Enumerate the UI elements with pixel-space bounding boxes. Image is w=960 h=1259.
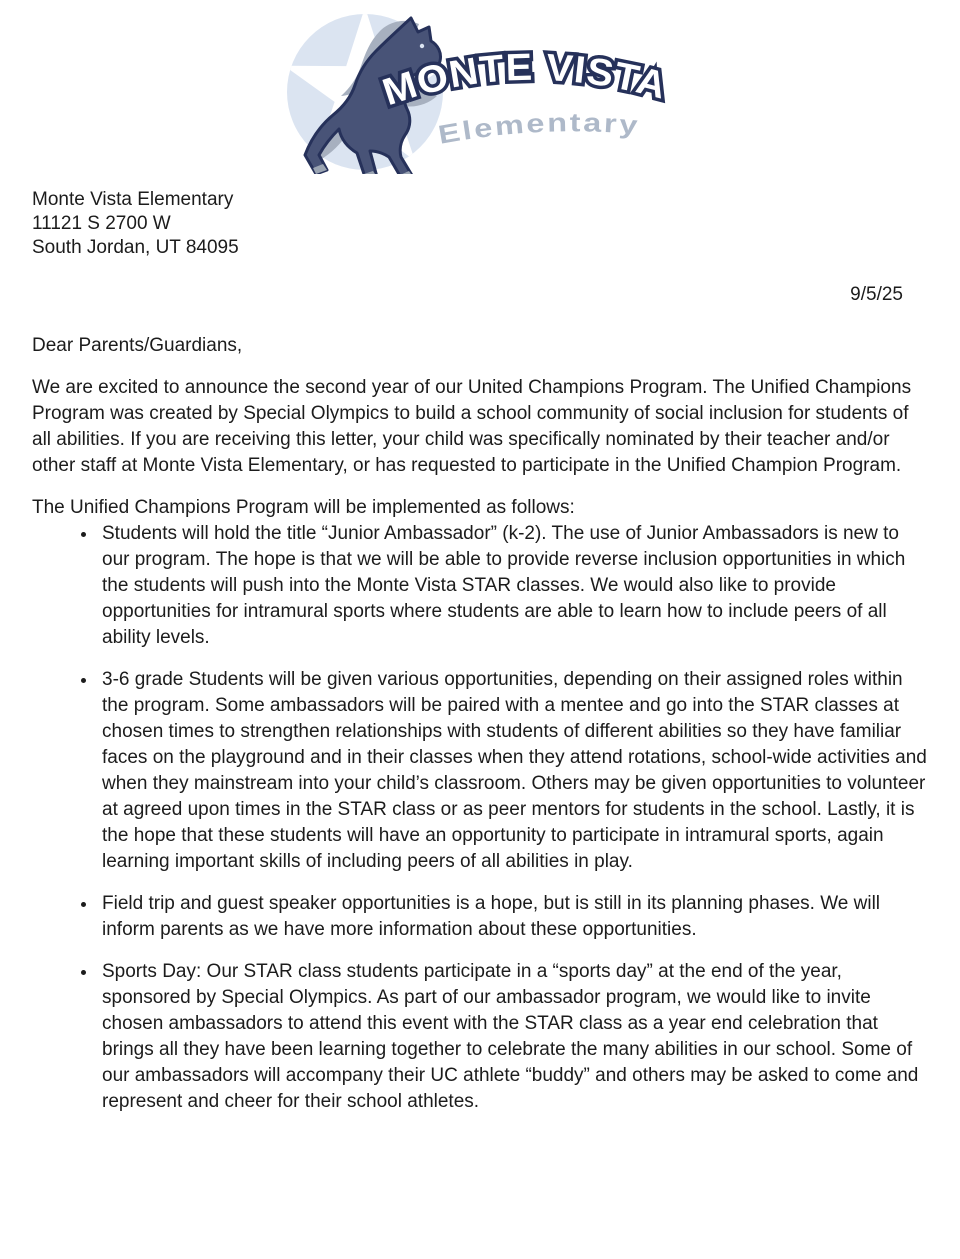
bullet-item: • Field trip and guest speaker opportunities is a hope, but is still in its planning phases. We will inform parents as we have more information about these opportunities.	[98, 891, 930, 943]
letter-body	[32, 333, 930, 1115]
address-line: 11121 S 2700 W	[32, 213, 171, 234]
paragraph-intro: We are excited to announce the second year of our United Champions Program. The Unified Champions Program was created by Special Olympics to build a school community of social inclusion for students of all abilities. If you are receiving this letter, your child was specifically nominated by their teacher and/or other staff at Monte Vista Elementary, or has requested to participate in the Unified Champion Program.	[32, 377, 912, 476]
greeting: Dear Parents/Guardians,	[32, 335, 243, 356]
school-logo-graphic	[270, 8, 690, 174]
school-logo	[0, 0, 960, 170]
address-line: South Jordan, UT 84095	[32, 237, 239, 258]
letter-date: 9/5/25	[850, 284, 903, 305]
logo-title: MONTE VISTA	[377, 46, 671, 115]
bullet-item: • Students will hold the title “Junior Ambassador” (k-2). The use of Junior Ambassadors is new to our program. The hope is that we will be able to provide reverse inclusion opportunities in which the students will push into the Monte Vista STAR classes. We would also like to provide opportunities for intramural sports where students are able to learn how to include peers of all ability levels.	[98, 521, 930, 651]
address-block	[32, 188, 930, 260]
address-line: Monte Vista Elementary	[32, 189, 234, 210]
bullet-item: • Sports Day: Our STAR class students participate in a “sports day” at the end of the year, sponsored by Special Olympics. As part of our ambassador program, we would like to invite chosen ambassadors to attend this event with the STAR class as a year end celebration that brings all they have been learning together to celebrate the many abilities in our school. Some of our ambassadors will accompany their UC athlete “buddy” and others may be asked to come and represent and cheer for their school athletes.	[98, 959, 930, 1115]
logo-subtitle: Elementary	[435, 107, 638, 150]
bullet-item: • 3-6 grade Students will be given various opportunities, depending on their assigned roles within the program. Some ambassadors will be paired with a mentee and go into the STAR classes at chosen times to strengthen relationships with students of different abilities so they have familiar faces on the playground and in their classes when they attend rotations, school-wide activities and when they mainstream into your child’s classroom. Others may be given opportunities to volunteer at agreed upon times in the STAR class or as peer mentors for students in the school. Lastly, it is the hope that these students will have an opportunity to participate in intramural sports, again learning important skills of including peers of all abilities in play.	[98, 667, 930, 875]
program-bullet-list	[32, 521, 930, 1115]
paragraph-lead-in: The Unified Champions Program will be implemented as follows:	[32, 497, 575, 518]
